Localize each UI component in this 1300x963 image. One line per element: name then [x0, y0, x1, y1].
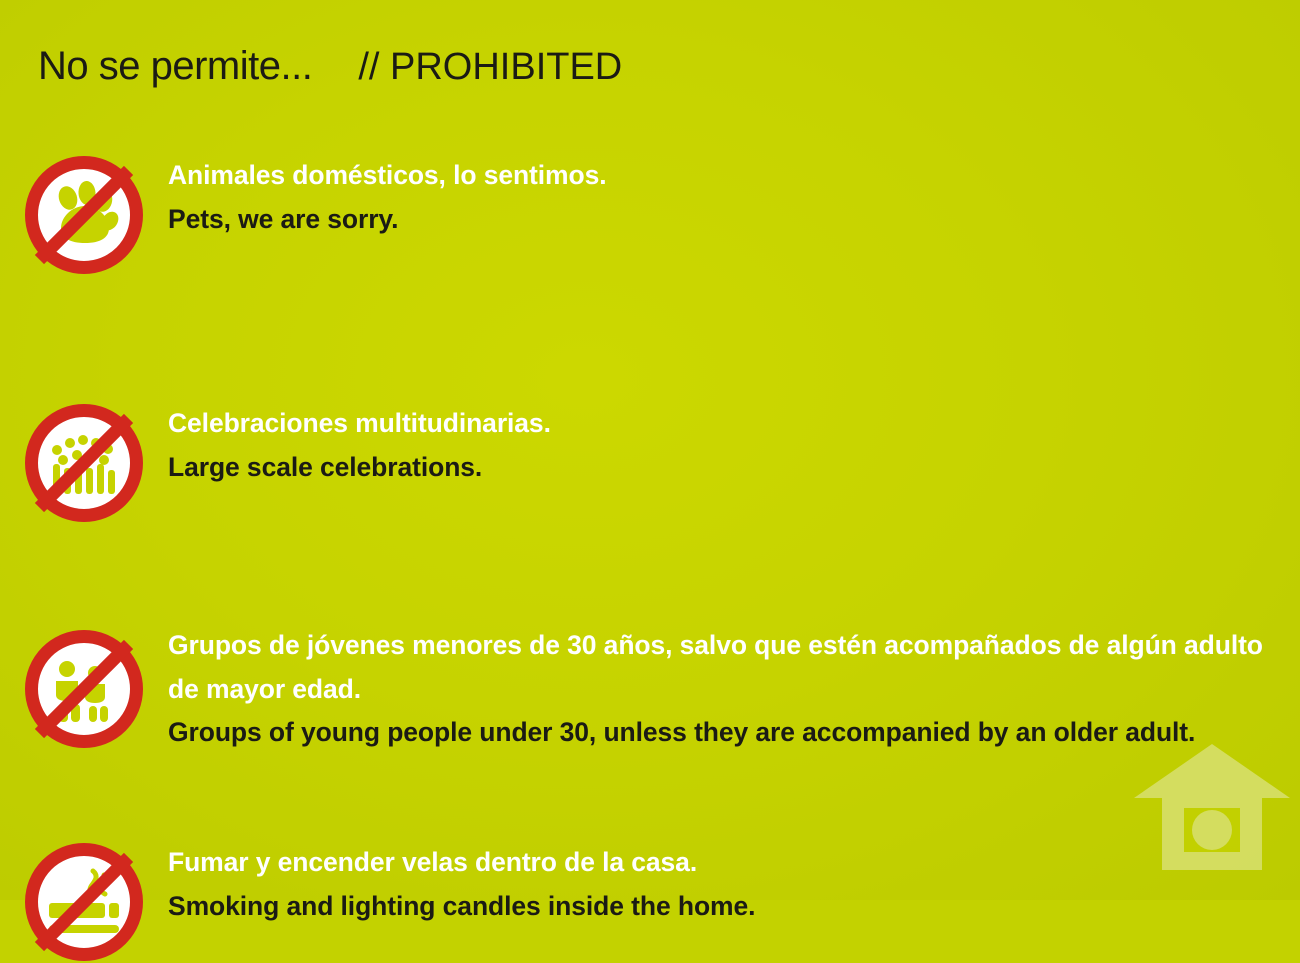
rule-text-spanish: Animales domésticos, lo sentimos.: [168, 160, 607, 190]
rule-text-spanish: Grupos de jóvenes menores de 30 años, salvo que estén acompañados de algún adulto de mayor edad.: [168, 630, 1263, 704]
no-pets-paw-icon: [23, 154, 145, 276]
rule-icon-container: [0, 402, 168, 524]
list-item: [0, 402, 1300, 524]
rule-icon-container: [0, 154, 168, 276]
rule-text-english: Smoking and lighting candles inside the home.: [168, 890, 756, 921]
rule-text-english: Groups of young people under 30, unless they are accompanied by an older adult.: [168, 717, 1196, 748]
no-smoking-candles-icon: [23, 841, 145, 963]
page-title: [38, 44, 622, 89]
house-logo-icon: [1132, 742, 1292, 872]
list-item: [0, 154, 1300, 276]
no-large-celebrations-icon: [23, 402, 145, 524]
no-young-groups-icon: [23, 628, 145, 750]
list-item: [0, 841, 1300, 963]
rule-text-spanish: Celebraciones multitudinarias.: [168, 408, 551, 438]
rule-text-container: [168, 154, 1300, 241]
page-title-english: // PROHIBITED: [358, 46, 623, 88]
rule-icon-container: [0, 841, 168, 963]
list-item: [0, 624, 1300, 755]
rule-text-english: Large scale celebrations.: [168, 451, 483, 482]
page-title-spanish: No se permite...: [38, 44, 313, 88]
rule-text-container: [168, 402, 1300, 489]
rule-text-container: [168, 841, 1300, 928]
rules-list: [0, 136, 1300, 963]
rule-text-spanish: Fumar y encender velas dentro de la casa.: [168, 847, 698, 878]
rule-text-english: Pets, we are sorry.: [168, 203, 399, 234]
rule-icon-container: [0, 624, 168, 750]
rule-text-container: [168, 624, 1300, 755]
